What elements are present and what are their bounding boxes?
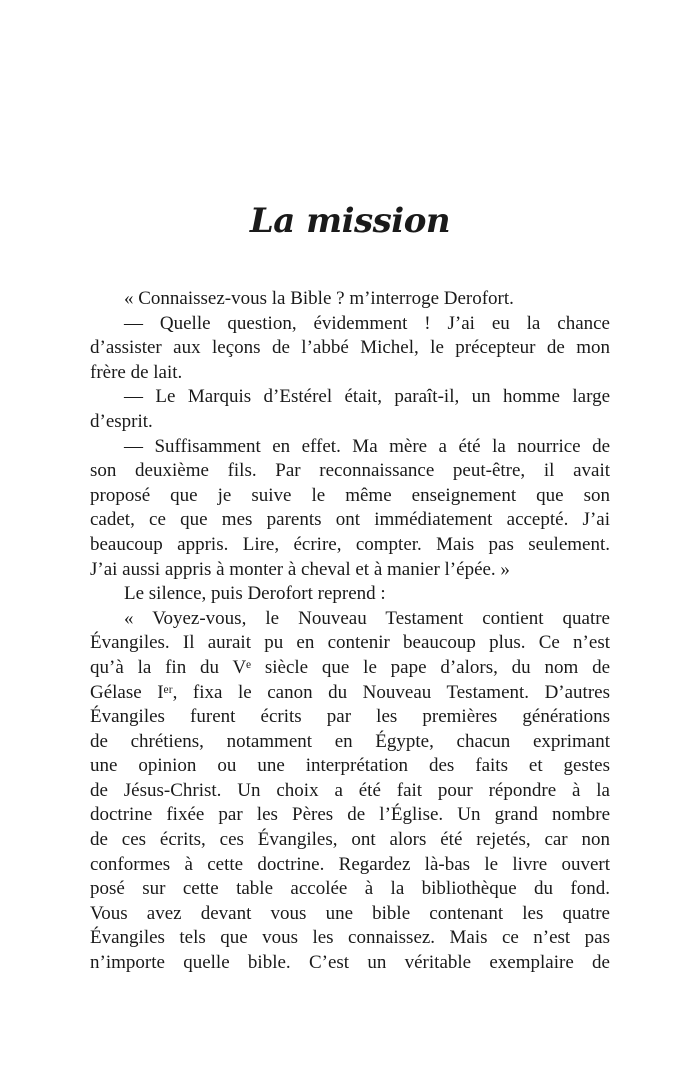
text-line: Gélase Iᵉʳ, fixa le canon du Nouveau Testament. D’autres xyxy=(90,681,610,703)
text-line: son deuxième fils. Par reconnaissance peut-être, il avait xyxy=(90,460,610,482)
text-line: de ces écrits, ces Évangiles, ont alors été rejetés, car non xyxy=(90,829,610,851)
chapter-title: La mission xyxy=(249,201,451,241)
text-line: posé sur cette table accolée à la bibliothèque du fond. xyxy=(90,878,610,900)
text-line: conformes à cette doctrine. Regardez là-bas le livre ouvert xyxy=(90,853,610,875)
text-line: — Le Marquis d’Estérel était, paraît-il, un homme large xyxy=(124,386,610,408)
paragraph xyxy=(90,607,610,976)
text-line: « Voyez-vous, le Nouveau Testament contient quatre xyxy=(124,607,610,629)
paragraph xyxy=(90,287,610,312)
text-line: — Suffisamment en effet. Ma mère a été la nourrice de xyxy=(124,435,610,457)
text-block xyxy=(90,287,610,976)
text-line: Évangiles. Il aurait pu en contenir beaucoup plus. Ce n’est xyxy=(90,632,610,654)
paragraph xyxy=(90,312,610,386)
text-line: J’ai aussi appris à monter à cheval et à manier l’épée. » xyxy=(90,558,510,580)
paragraph xyxy=(90,582,610,607)
text-line: Vous avez devant vous une bible contenant les quatre xyxy=(90,902,610,924)
text-line: Le silence, puis Derofort reprend : xyxy=(124,583,386,605)
text-line: n’importe quelle bible. C’est un véritable exemplaire de xyxy=(90,952,610,974)
text-line: d’esprit. xyxy=(90,410,153,432)
text-line: Évangiles furent écrits par les premières générations xyxy=(90,706,610,728)
text-line: proposé que je suive le même enseignement que son xyxy=(90,484,610,506)
paragraph xyxy=(90,385,610,434)
text-line: « Connaissez-vous la Bible ? m’interroge Derofort. xyxy=(124,288,514,309)
text-line: doctrine fixée par les Pères de l’Église. Un grand nombre xyxy=(90,804,610,826)
text-line: une opinion ou une interprétation des faits et gestes xyxy=(90,755,610,777)
text-line: de Jésus-Christ. Un choix a été fait pour répondre à la xyxy=(90,779,610,801)
text-line: d’assister aux leçons de l’abbé Michel, le précepteur de mon xyxy=(90,337,610,359)
text-line: qu’à la fin du Vᵉ siècle que le pape d’alors, du nom de xyxy=(90,656,610,678)
text-line: — Quelle question, évidemment ! J’ai eu la chance xyxy=(124,312,610,334)
text-line: beaucoup appris. Lire, écrire, compter. Mais pas seulement. xyxy=(90,533,610,555)
text-line: de chrétiens, notamment en Égypte, chacun exprimant xyxy=(90,730,610,752)
text-line: cadet, ce que mes parents ont immédiatement accepté. J’ai xyxy=(90,509,610,531)
paragraph xyxy=(90,435,610,583)
text-line: frère de lait. xyxy=(90,361,183,383)
text-line: Évangiles tels que vous les connaissez. Mais ce n’est pas xyxy=(90,927,610,949)
